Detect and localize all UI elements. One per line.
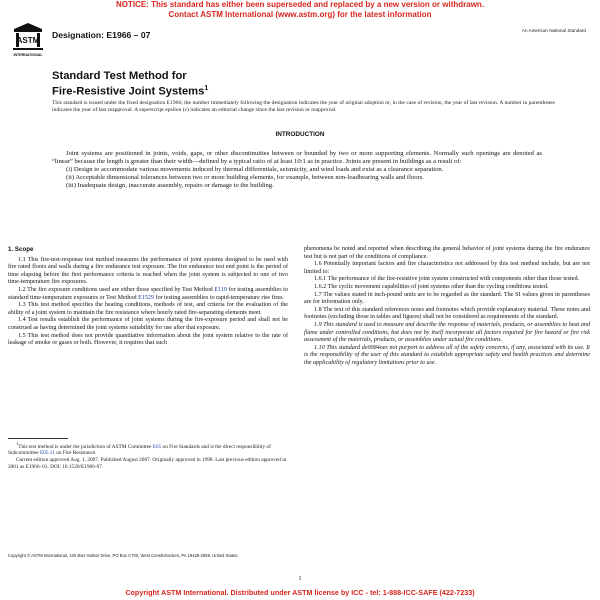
footnote-1: [8, 441, 288, 456]
section-1-9: 1.9 This standard is used to measure and describe the response of materials, products, or assemblies to heat and flame under controlled conditions, but does not by itself incorporate all factors required for fire hazard or fire risk assessment of the materials, products, or assemblies under actual fire conditions.: [304, 321, 590, 344]
intro-paragraph: (ii) Acceptable dimensional tolerances between two or more building elements, for example, between non-loadbearing walls and floors.: [66, 174, 424, 182]
footnote-1-mark: 1: [16, 441, 19, 446]
copyright-line: Copyright © ASTM International, 100 Barr Harbor Drive, PO Box C700, West Conshohocken, PA 19428-2959. United States.: [8, 553, 239, 558]
right-column: [304, 246, 590, 368]
intro-paragraph: (iii) Inadequate design, inaccurate assembly, repairs or damage to the building.: [66, 182, 274, 190]
notice-line-1: NOTICE: This standard has either been superseded and replaced by a new version or withdrawn.: [115, 0, 485, 9]
designation: Designation: E1966 – 07: [52, 30, 151, 40]
introduction-heading: INTRODUCTION: [275, 131, 325, 138]
footnote-divider: [8, 438, 68, 439]
section-1-7: 1.7 The values stated in inch-pound units are to be regarded as the standard. The SI values given in parentheses are for information only.: [304, 291, 590, 306]
logo-text: ASTM: [16, 36, 40, 45]
footnotes: [8, 441, 288, 471]
section-1-5: 1.5 This test method does not provide quantitative information about the joint system relative to the rate of leakage of smoke or gases or both. However, it requires that such: [8, 332, 288, 347]
e05-11-link[interactable]: E05.11: [39, 450, 55, 457]
distribution-notice: Copyright ASTM International. Distributed under ASTM license by ICC - tel: 1-888-ICC-SAFE (422-7233): [125, 588, 475, 597]
footnote-1-text-b: on Fire Standards and is the direct responsibility of Subcommittee: [8, 443, 271, 457]
section-1-2: [8, 287, 288, 302]
introduction-body: [52, 150, 542, 190]
section-1-5-continued: phenomena be noted and reported when describing the general behavior of joint systems during the fire endurance test but is not part of the conditions of compliance.: [304, 246, 590, 260]
title-footnote-mark: 1: [204, 84, 209, 92]
logo-subtext: INTERNATIONAL: [13, 53, 43, 57]
american-national-standard-label: An American National Standard: [521, 28, 586, 33]
page-title: [52, 70, 208, 98]
standard-issue-note: This standard is issued under the fixed designation E1966; the number immediately following the designation indicates the year of original adoption or, in the case of revision, the year of last revision. A number in parentheses indicates the year of last reapproval. A superscript epsilon (ε) indicates an editorial change since the last revision or reapproval.: [52, 100, 555, 113]
scope-heading: 1. Scope: [8, 246, 34, 253]
footnote-1-text-c: on Fire Resistance.: [54, 450, 97, 457]
section-1-1: 1.1 This fire-test-response test method measures the performance of joint systems designed to be used with fire rated floors and walls during a fire endurance test exposure. The fire endurance test end point is the period of time elapsing before the first performance criteria is reached when the joint system is subjected to one of two time-temperature fire exposures.: [8, 256, 288, 286]
title-line-2-wrap: [52, 83, 208, 98]
section-1-2-text-b: for testing assemblies to standard time-temperature exposures or Test Method: [8, 286, 288, 301]
e119-link[interactable]: E119: [214, 286, 227, 293]
section-1-6-1: 1.6.1 The performance of the fire-resistive joint system constructed with components other than those tested.: [314, 276, 580, 283]
section-1-6: 1.6 Potentially important factors and fire characteristics not addressed by this test method include, but are not limited to:: [304, 261, 590, 275]
title-line-2: Fire-Resistive Joint Systems: [52, 85, 205, 98]
e1529-link[interactable]: E1529: [138, 294, 155, 301]
page-number: 1: [298, 576, 302, 582]
intro-paragraph: (i) Design to accommodate various movements induced by thermal differentials, seismicity, and wind loads and exist as a clearance separation.: [66, 166, 444, 174]
footnote-edition: Current edition approved Aug. 1, 2007. Published August 2007. Originally approved in 1998. Last previous edition approved in 2001 as E1966–01. DOI: 10.1520/E1966-07.: [8, 457, 287, 470]
section-1-3: 1.3 This test method specifies the heating conditions, methods of test, and criteria for the evaluation of the ability of a joint system to maintain the fire resistance where hourly rated fire-separating elements meet.: [8, 302, 288, 316]
section-1-4: 1.4 Test results establish the performance of joint systems during the fire-exposure period and shall not be construed as having determined the joint systems suitability for use after that exposure.: [8, 317, 288, 331]
intro-paragraph: Joint systems are positioned in joints, voids, gaps, or other discontinuities between or bounded by two or more supporting elements. Normally such openings are denoted as “linear” because the length is greater than their width—defined by a typical ratio of at least 10:1 as in practice. Joints are present in buildings as a result of:: [52, 150, 542, 166]
section-1-10: 1.10 This standard de0084oes not purport to address all of the safety concerns, if any, associated with its use. It is the responsibility of the user of this standard to establish appropriate safety and health practices and determine the applicability of regulatory limitations prior to use.: [304, 344, 590, 366]
left-column: [8, 246, 288, 348]
section-1-8: 1.8 The text of this standard references notes and footnotes which provide explanatory material. These notes and footnotes (excluding those in tables and figures) shall not be considered as requirements of the standard.: [304, 306, 590, 321]
astm-logo-icon: [10, 22, 46, 60]
notice-line-2: Contact ASTM International (www.astm.org) for the latest information: [168, 9, 432, 19]
title-line-1: Standard Test Method for: [52, 70, 187, 82]
section-1-6-2: 1.6.2 The cyclic movement capabilities of joint systems other than the cycling conditions tested.: [314, 283, 549, 290]
section-1-2-text-c: for testing assemblies to rapid-temperature rise fires.: [154, 294, 284, 301]
footnote-1-text-a: This test method is under the jurisdiction of ASTM Committee: [18, 443, 153, 450]
e05-link[interactable]: E05: [152, 443, 162, 450]
supersede-notice: [0, 0, 600, 19]
section-1-2-text-a: 1.2 The fire exposure conditions used are either those specified by Test Method: [18, 286, 215, 293]
